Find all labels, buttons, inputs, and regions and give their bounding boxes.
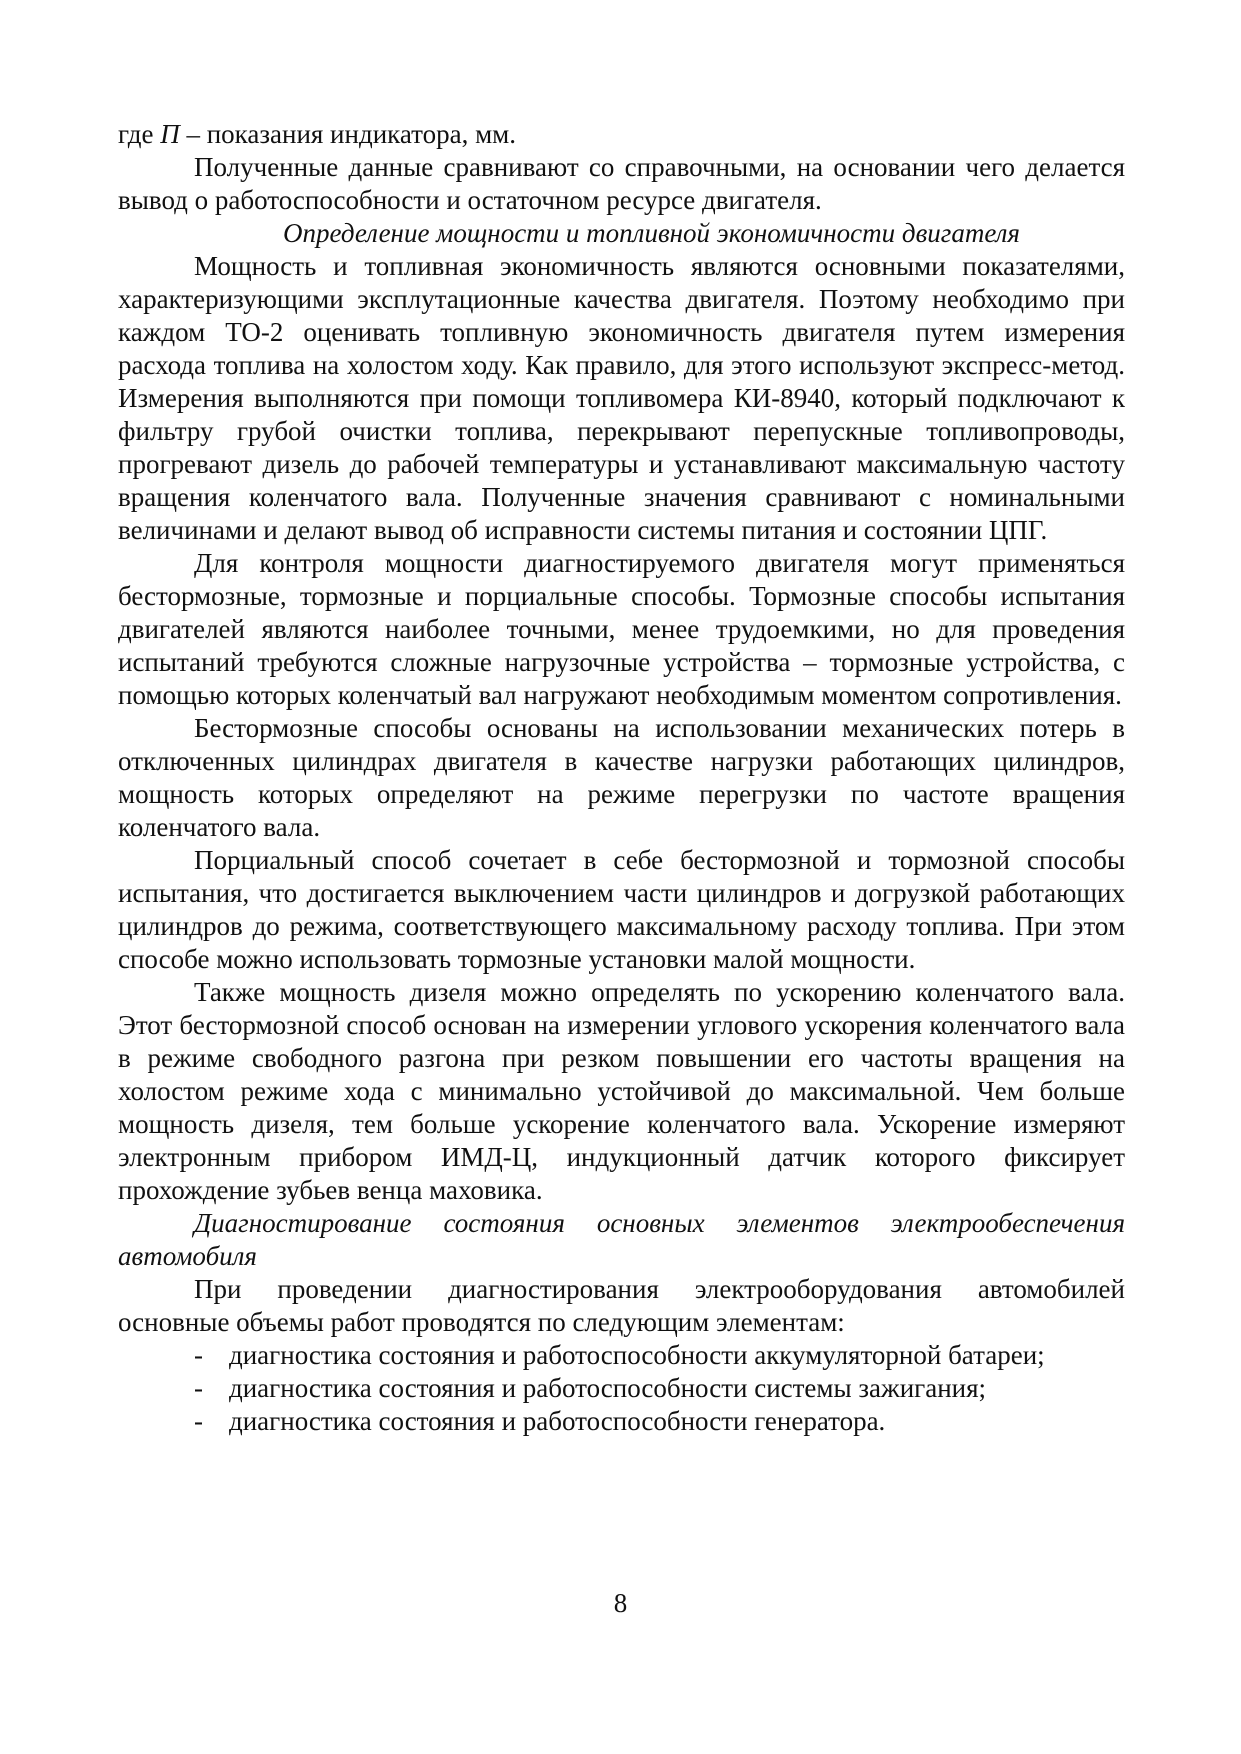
page-number: 8 bbox=[613, 1588, 628, 1618]
list-bullet: - bbox=[194, 1340, 203, 1370]
list-item bbox=[118, 1339, 1125, 1372]
intro-prefix: где bbox=[118, 119, 161, 149]
paragraph-2: Мощность и топливная экономичность являются основными показателями, характеризующими эксплутационные качества двигателя. Поэтому необходимо при каждом ТО-2 оценивать топливную экономичность двигателя путем измерения расхода топлива на холостом ходу. Как правило, для этого используют экспресс-метод. Измерения выполняются при помощи топливомера КИ-8940, который подключают к фильтру грубой очистки топлива, перекрывают перепускные топливопроводы, прогревают дизель до рабочей температуры и устанавливают максимальную частоту вращения коленчатого вала. Полученные значения сравнивают с номинальными величинами и делают вывод об исправности системы питания и состоянии ЦПГ. bbox=[118, 251, 1125, 545]
section-heading-power: Определение мощности и топливной экономичности двигателя bbox=[283, 218, 1020, 248]
bullet-list bbox=[118, 1339, 1125, 1438]
paragraph-5: Порциальный способ сочетает в себе бестормозной и тормозной способы испытания, что достигается выключением части цилиндров и догрузкой работающих цилиндров до режима, соответствующего максимальному расходу топлива. При этом способе можно использовать тормозные установки малой мощности. bbox=[118, 845, 1125, 974]
section-heading-electrical: Диагностирование состояния основных элементов электрообеспечения автомобиля bbox=[118, 1208, 1125, 1271]
paragraph-7: При проведении диагностирования электрооборудования автомобилей основные объемы работ проводятся по следующим элементам: bbox=[118, 1274, 1125, 1337]
list-item-text: диагностика состояния и работоспособности системы зажигания; bbox=[229, 1373, 987, 1403]
paragraph-1: Полученные данные сравнивают со справочными, на основании чего делается вывод о работоспособности и остаточном ресурсе двигателя. bbox=[118, 152, 1125, 215]
paragraph-3: Для контроля мощности диагностируемого двигателя могут применяться бестормозные, тормозные и порциальные способы. Тормозные способы испытания двигателей являются наиболее точными, менее трудоемкими, но для проведения испытаний требуются сложные нагрузочные устройства – тормозные устройства, с помощью которых коленчатый вал нагружают необходимым моментом сопротивления. bbox=[118, 548, 1125, 710]
list-item bbox=[118, 1405, 1125, 1438]
paragraph-4: Бестормозные способы основаны на использовании механических потерь в отключенных цилиндрах двигателя в качестве нагрузки работающих цилиндров, мощность которых определяют на режиме перегрузки по частоте вращения коленчатого вала. bbox=[118, 713, 1125, 842]
indicator-symbol: П bbox=[160, 119, 180, 149]
list-bullet: - bbox=[194, 1373, 203, 1403]
intro-line bbox=[118, 118, 1125, 151]
intro-suffix: – показания индикатора, мм. bbox=[179, 119, 516, 149]
list-item-text: диагностика состояния и работоспособности генератора. bbox=[229, 1406, 886, 1436]
list-item-text: диагностика состояния и работоспособности аккумуляторной батареи; bbox=[229, 1340, 1045, 1370]
paragraph-6: Также мощность дизеля можно определять по ускорению коленчатого вала. Этот бестормозной способ основан на измерении углового ускорения коленчатого вала в режиме свободного разгона при резком повышении его частоты вращения на холостом режиме хода с минимально устойчивой до максимальной. Чем больше мощность дизеля, тем больше ускорение коленчатого вала. Ускорение измеряют электронным прибором ИМД-Ц, индукционный датчик которого фиксирует прохождение зубьев венца маховика. bbox=[118, 977, 1125, 1205]
page-body bbox=[118, 118, 1125, 1438]
list-bullet: - bbox=[194, 1406, 203, 1436]
list-item bbox=[118, 1372, 1125, 1405]
